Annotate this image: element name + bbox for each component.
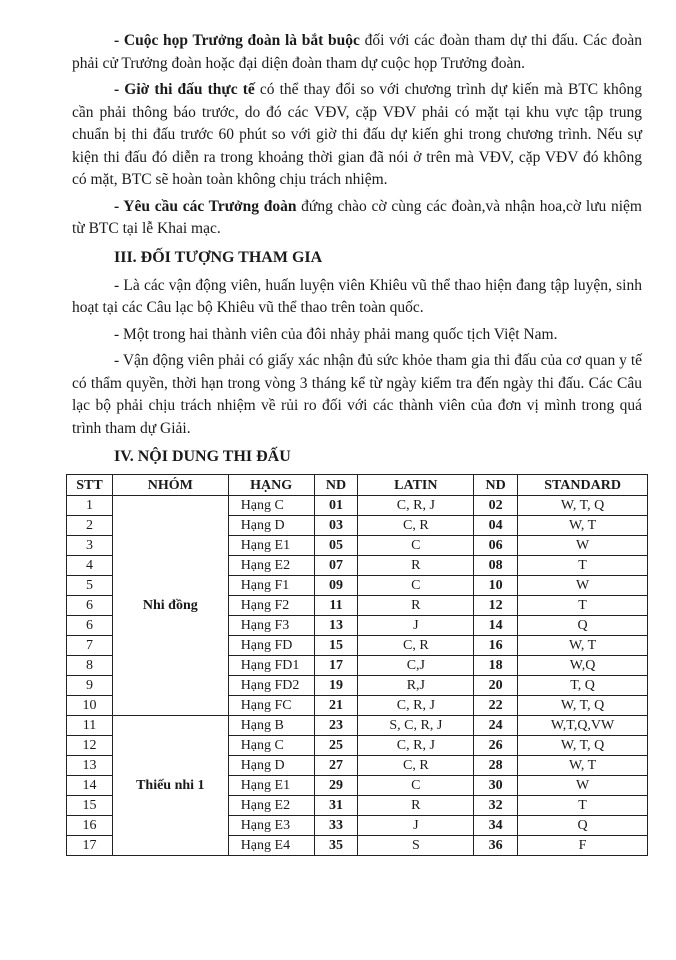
cell-standard: T	[518, 596, 648, 616]
cell-nd-latin: 07	[314, 556, 358, 576]
cell-group-name: Nhi đồng	[112, 496, 228, 716]
cell-standard: W, T	[518, 516, 648, 536]
cell-nd-standard: 34	[474, 816, 518, 836]
cell-nd-latin: 19	[314, 676, 358, 696]
cell-stt: 3	[67, 536, 113, 556]
cell-nd-latin: 31	[314, 796, 358, 816]
section-heading-competition-content: IV. NỘI DUNG THI ĐẤU	[114, 448, 291, 465]
cell-standard: T, Q	[518, 676, 648, 696]
cell-class: Hạng E3	[228, 816, 314, 836]
cell-stt: 5	[67, 576, 113, 596]
cell-nd-standard: 02	[474, 496, 518, 516]
header-class: HẠNG	[228, 475, 314, 496]
cell-class: Hạng E4	[228, 836, 314, 856]
cell-nd-latin: 05	[314, 536, 358, 556]
cell-latin: C, R, J	[358, 696, 474, 716]
cell-nd-standard: 14	[474, 616, 518, 636]
cell-standard: Q	[518, 616, 648, 636]
cell-nd-latin: 25	[314, 736, 358, 756]
cell-latin: C	[358, 536, 474, 556]
cell-stt: 10	[67, 696, 113, 716]
cell-standard: W, T, Q	[518, 696, 648, 716]
table-header-row	[67, 475, 648, 496]
header-standard: STANDARD	[518, 475, 648, 496]
cell-stt: 1	[67, 496, 113, 516]
cell-nd-standard: 36	[474, 836, 518, 856]
cell-stt: 12	[67, 736, 113, 756]
cell-class: Hạng FD1	[228, 656, 314, 676]
cell-latin: C, R	[358, 756, 474, 776]
cell-stt: 15	[67, 796, 113, 816]
leader-requirement-emphasis: - Yêu cầu các Trưởng đoàn	[114, 197, 297, 215]
cell-stt: 8	[67, 656, 113, 676]
cell-nd-standard: 10	[474, 576, 518, 596]
cell-nd-latin: 23	[314, 716, 358, 736]
leader-meeting-emphasis: - Cuộc họp Trưởng đoàn là bắt buộc	[114, 32, 360, 49]
cell-standard: Q	[518, 816, 648, 836]
paragraph-leader-requirement	[72, 196, 642, 241]
cell-class: Hạng D	[228, 756, 314, 776]
table-header	[67, 475, 648, 496]
cell-class: Hạng F3	[228, 616, 314, 636]
cell-class: Hạng F1	[228, 576, 314, 596]
cell-nd-latin: 35	[314, 836, 358, 856]
cell-latin: R	[358, 796, 474, 816]
cell-standard: W,Q	[518, 656, 648, 676]
participants-item: - Là các vận động viên, huấn luyện viên Khiêu vũ thể thao hiện đang tập luyện, sinh hoạt tại các Câu lạc bộ Khiêu vũ thể thao trên toàn quốc.	[72, 276, 642, 316]
cell-nd-standard: 16	[474, 636, 518, 656]
cell-standard: W	[518, 576, 648, 596]
cell-nd-latin: 27	[314, 756, 358, 776]
cell-latin: C, R, J	[358, 496, 474, 516]
cell-standard: T	[518, 796, 648, 816]
table-body	[67, 496, 648, 856]
cell-standard: W	[518, 536, 648, 556]
cell-nd-standard: 20	[474, 676, 518, 696]
cell-nd-standard: 28	[474, 756, 518, 776]
cell-nd-latin: 01	[314, 496, 358, 516]
competition-time-text: có thể thay đổi so với chương trình dự kiến mà BTC không cần phải thông báo trước, do đó các VĐV, cặp VĐV phải có mặt tại khu vực tập trung chuẩn bị thi đấu trước 60 phút so với giờ thi đấu dự kiến ghi trong chương trình. Nếu sự kiện thi đấu đó diễn ra trong khoảng thời gian đã nói ở trên mà VĐV, cặp VĐV đó không có mặt, BTC sẽ hoàn toàn không chịu trách nhiệm.	[72, 81, 642, 188]
cell-standard: W, T	[518, 756, 648, 776]
header-nd-latin: ND	[314, 475, 358, 496]
cell-stt: 9	[67, 676, 113, 696]
competition-time-emphasis: - Giờ thi đấu thực tế	[114, 81, 255, 98]
cell-nd-standard: 32	[474, 796, 518, 816]
document-page	[72, 30, 642, 856]
cell-nd-latin: 11	[314, 596, 358, 616]
cell-class: Hạng E2	[228, 556, 314, 576]
cell-stt: 14	[67, 776, 113, 796]
cell-nd-standard: 12	[474, 596, 518, 616]
cell-class: Hạng E1	[228, 776, 314, 796]
competition-table	[66, 474, 648, 856]
cell-class: Hạng FC	[228, 696, 314, 716]
paragraph-leader-meeting	[72, 30, 642, 75]
cell-standard: W,T,Q,VW	[518, 716, 648, 736]
cell-class: Hạng C	[228, 736, 314, 756]
cell-class: Hạng B	[228, 716, 314, 736]
cell-class: Hạng FD	[228, 636, 314, 656]
leader-requirement-text: đứng chào cờ cùng các đoàn,và nhận hoa,cờ lưu niệm từ BTC tại lễ Khai mạc.	[72, 197, 642, 237]
section-heading-participants: III. ĐỐI TƯỢNG THAM GIA	[114, 248, 323, 266]
cell-standard: W, T, Q	[518, 736, 648, 756]
cell-class: Hạng E2	[228, 796, 314, 816]
cell-nd-standard: 24	[474, 716, 518, 736]
cell-stt: 6	[67, 616, 113, 636]
cell-standard: W, T	[518, 636, 648, 656]
table-row	[67, 496, 648, 516]
cell-nd-latin: 15	[314, 636, 358, 656]
cell-nd-standard: 30	[474, 776, 518, 796]
cell-nd-latin: 03	[314, 516, 358, 536]
cell-stt: 2	[67, 516, 113, 536]
cell-class: Hạng C	[228, 496, 314, 516]
cell-standard: T	[518, 556, 648, 576]
cell-nd-standard: 04	[474, 516, 518, 536]
cell-nd-latin: 21	[314, 696, 358, 716]
cell-latin: C	[358, 776, 474, 796]
header-stt: STT	[67, 475, 113, 496]
cell-latin: J	[358, 816, 474, 836]
cell-stt: 17	[67, 836, 113, 856]
cell-latin: R	[358, 596, 474, 616]
cell-stt: 6	[67, 596, 113, 616]
leader-meeting-text: đối với các đoàn tham dự thi đấu. Các đoàn phải cử Trưởng đoàn hoặc đại diện đoàn tham dự cuộc họp Trưởng đoàn.	[72, 32, 642, 72]
cell-stt: 7	[67, 636, 113, 656]
cell-nd-latin: 13	[314, 616, 358, 636]
cell-stt: 4	[67, 556, 113, 576]
cell-nd-standard: 26	[474, 736, 518, 756]
cell-latin: S	[358, 836, 474, 856]
cell-class: Hạng F2	[228, 596, 314, 616]
cell-stt: 13	[67, 756, 113, 776]
cell-stt: 16	[67, 816, 113, 836]
cell-latin: C, R	[358, 636, 474, 656]
cell-nd-standard: 08	[474, 556, 518, 576]
cell-latin: R	[358, 556, 474, 576]
cell-nd-standard: 18	[474, 656, 518, 676]
cell-nd-latin: 33	[314, 816, 358, 836]
cell-stt: 11	[67, 716, 113, 736]
cell-standard: W, T, Q	[518, 496, 648, 516]
cell-latin: S, C, R, J	[358, 716, 474, 736]
cell-latin: C,J	[358, 656, 474, 676]
participants-item: - Một trong hai thành viên của đôi nhảy phải mang quốc tịch Việt Nam.	[114, 325, 558, 343]
header-group: NHÓM	[112, 475, 228, 496]
participants-item: - Vận động viên phải có giấy xác nhận đủ sức khỏe tham gia thi đấu của cơ quan y tế có thẩm quyền, thời hạn trong vòng 3 tháng kể từ ngày kiểm tra đến ngày thi đấu. Các Câu lạc bộ phải chịu trách nhiệm về rủi ro đối với các thành viên của đơn vị mình trong quá trình tham dự Giải.	[72, 352, 642, 437]
cell-latin: C, R	[358, 516, 474, 536]
cell-latin: C, R, J	[358, 736, 474, 756]
paragraph-competition-time	[72, 79, 642, 192]
cell-class: Hạng D	[228, 516, 314, 536]
cell-standard: W	[518, 776, 648, 796]
table-row	[67, 716, 648, 736]
cell-latin: J	[358, 616, 474, 636]
cell-class: Hạng FD2	[228, 676, 314, 696]
cell-standard: F	[518, 836, 648, 856]
cell-nd-standard: 22	[474, 696, 518, 716]
cell-class: Hạng E1	[228, 536, 314, 556]
header-nd-standard: ND	[474, 475, 518, 496]
cell-group-name: Thiếu nhi 1	[112, 716, 228, 856]
cell-nd-latin: 29	[314, 776, 358, 796]
cell-nd-standard: 06	[474, 536, 518, 556]
cell-nd-latin: 09	[314, 576, 358, 596]
cell-nd-latin: 17	[314, 656, 358, 676]
cell-latin: R,J	[358, 676, 474, 696]
header-latin: LATIN	[358, 475, 474, 496]
cell-latin: C	[358, 576, 474, 596]
